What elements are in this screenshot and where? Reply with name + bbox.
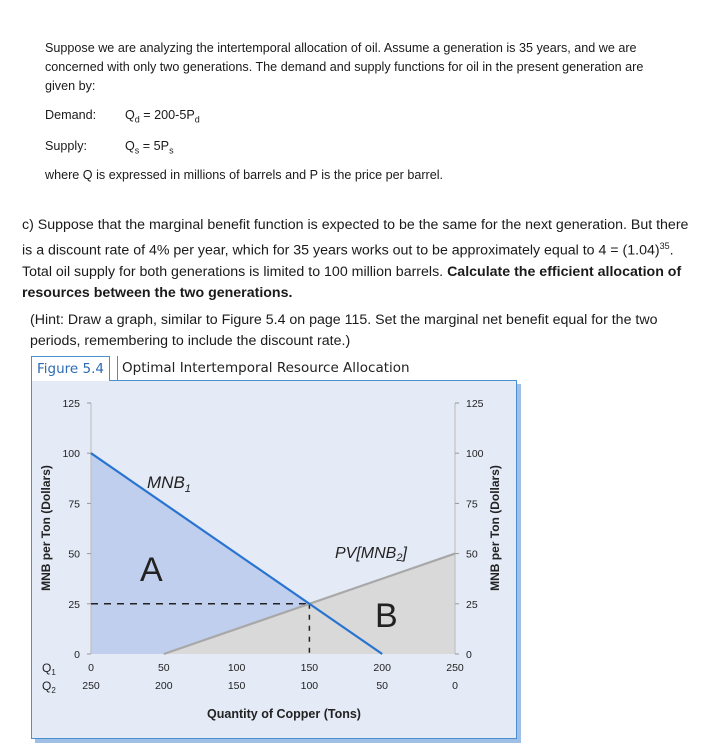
y-tick-label-left: 50 [68, 548, 80, 561]
units-note: where Q is expressed in millions of barrels and P is the price per barrel. [45, 168, 444, 182]
y-tick-label-right: 50 [466, 548, 478, 561]
figure-label: Figure 5.4 [31, 356, 110, 381]
region-a-label: A [140, 551, 163, 589]
x-axis-label: Quantity of Copper (Tons) [207, 707, 361, 721]
y-tick-label-left: 100 [62, 448, 80, 461]
y-tick-label-left: 125 [62, 398, 80, 410]
hint-text: (Hint: Draw a graph, similar to Figure 5.4 on page 115. Set the marginal net benefit equal for the two periods, remembering to include the discount rate.) [30, 312, 658, 349]
supply-equation: $Q_s = 5P_s$ [125, 139, 174, 156]
question-bold: Calculate the efficient allocation of resources between the two generations. [22, 263, 682, 301]
q2-tick-label: 0 [452, 680, 458, 692]
figure-title: Optimal Intertemporal Resource Allocation [117, 356, 414, 380]
q1-axis-name: $Q_1$ [42, 661, 56, 677]
q1-tick-label: 200 [373, 662, 391, 674]
pv-mnb2-label: PV[MNB2] [335, 545, 407, 564]
y-tick-label-right: 0 [466, 649, 472, 661]
intro-paragraph: Suppose we are analyzing the intertemporal allocation of oil. Assume a generation is 35 years, and we are concerned with only two generations. The demand and supply functions for oil in the present generation are given by: [45, 41, 644, 93]
mnb1-label: $MNB_1$ [147, 473, 191, 495]
y-tick-label-left: 0 [74, 649, 80, 661]
q2-tick-label: 100 [300, 680, 319, 692]
y-tick-label-right: 125 [466, 398, 484, 410]
q2-tick-label: 200 [155, 680, 173, 692]
q2-tick-label: 250 [82, 680, 100, 692]
q2-tick-label: 150 [227, 680, 246, 692]
region-b-label: B [375, 597, 398, 635]
y-axis-label-left: MNB per Ton (Dollars) [39, 465, 53, 591]
supply-label: Supply: [45, 139, 88, 153]
q1-tick-label: 250 [446, 662, 464, 674]
q1-tick-label: 0 [88, 662, 94, 674]
y-tick-label-left: 75 [68, 498, 80, 511]
y-tick-labels-right [466, 398, 484, 661]
y-tick-label-right: 25 [466, 598, 478, 611]
q1-tick-label: 50 [157, 662, 170, 674]
q2-tick-labels [82, 680, 458, 692]
q2-axis-name: $Q_2$ [42, 679, 56, 695]
q2-tick-label: 50 [376, 680, 389, 692]
y-tick-labels-left [62, 398, 80, 661]
y-tick-label-right: 75 [466, 498, 478, 511]
q1-tick-labels [88, 662, 464, 674]
y-axis-label-right: MNB per Ton (Dollars) [488, 465, 502, 591]
demand-label: Demand: [45, 108, 97, 122]
demand-equation: $Q_d = 200-5P_d$ [125, 108, 200, 125]
q1-tick-label: 100 [227, 662, 246, 674]
q1-tick-label: 150 [300, 662, 319, 674]
y-tick-label-right: 100 [466, 448, 484, 461]
y-tick-label-left: 25 [68, 598, 80, 611]
question-c: c) Suppose that the marginal benefit function is expected to be the same for the next generation. But there is a discount rate of 4% per year, which for 35 years works out to be approximately equal to $4 = (1.04)^{35}$. Total oil supply for both generations is limited to 100 million barrels. Calculate the efficient allocation of resources between the two generations. [22, 217, 689, 301]
